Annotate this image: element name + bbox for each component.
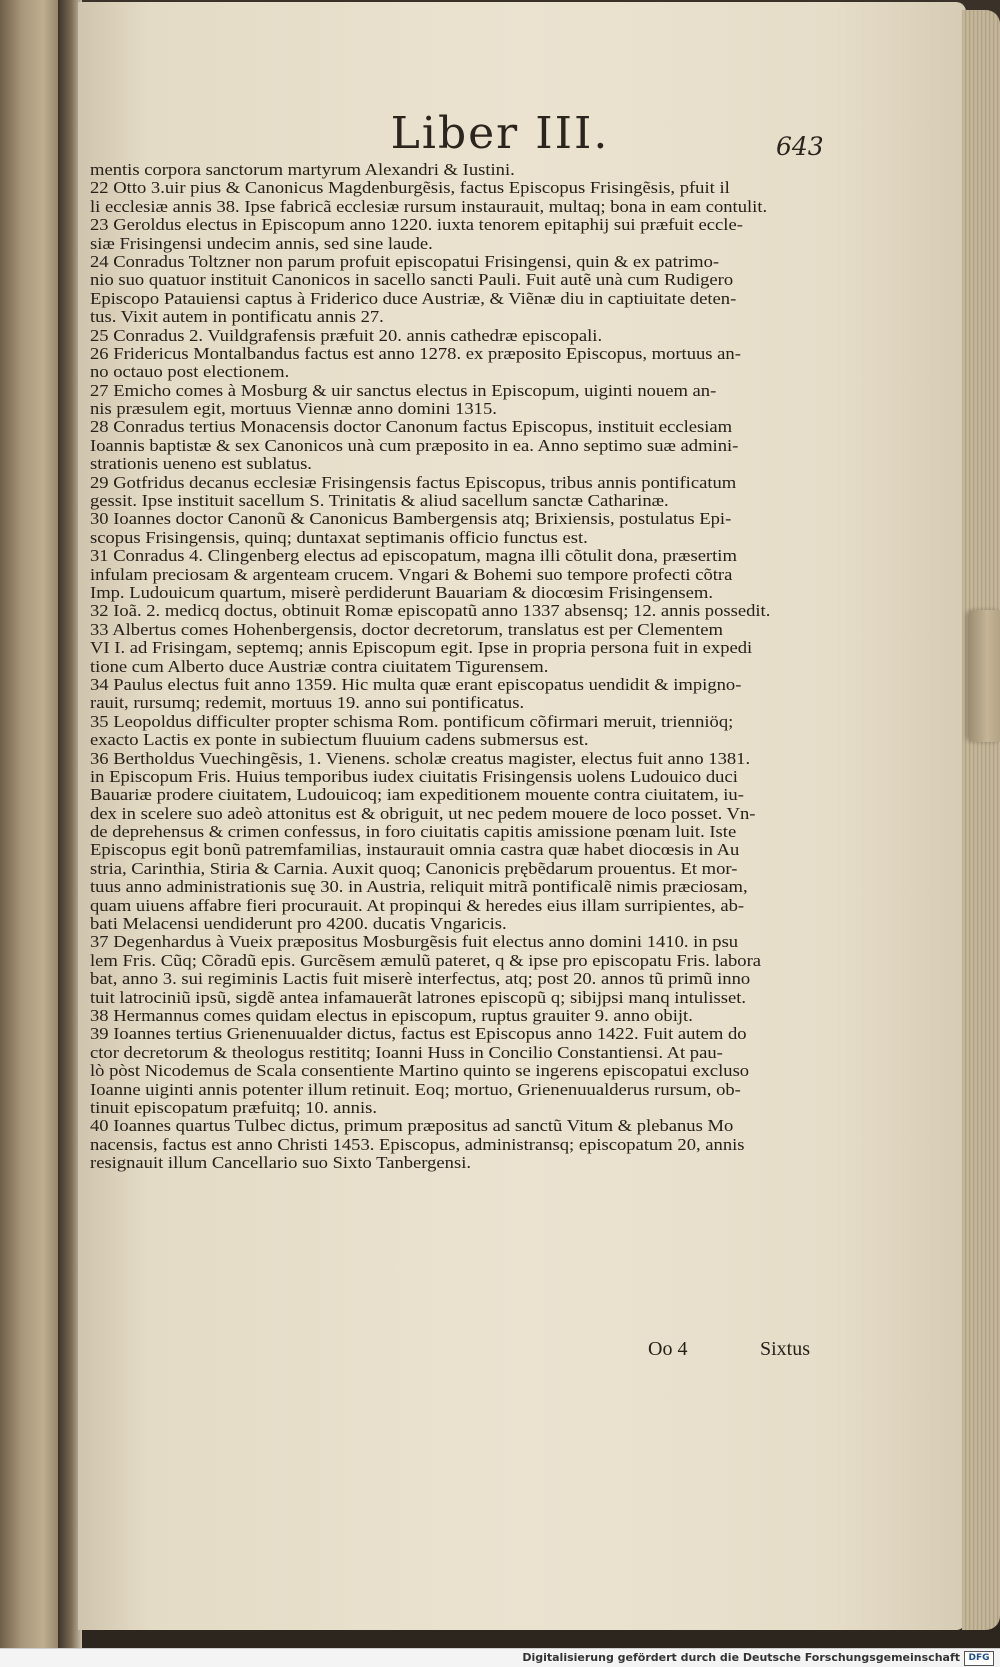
text-line: 22 Otto 3.uir pius & Canonicus Magdenburgẽsis, factus Episcopus Frisingẽsis, pfuit il bbox=[90, 178, 730, 198]
text-line: 40 Ioannes quartus Tulbec dictus, primum præpositus ad sanctũ Vitum & plebanus Mo bbox=[90, 1116, 734, 1136]
left-page-edge bbox=[0, 0, 62, 1648]
text-line: rauit, rursumq; redemit, mortuus 19. anno sui pontificatus. bbox=[90, 693, 525, 713]
text-line: infulam preciosam & argenteam crucem. Vngari & Bohemi suo tempore profecti cõtra bbox=[90, 564, 733, 584]
text-line: Imp. Ludouicum quartum, miserè perdiderunt Bauariam & diocœsim Frisingensem. bbox=[90, 582, 713, 602]
credit-text: Digitalisierung gefördert durch die Deutsche Forschungsgemeinschaft bbox=[522, 1651, 960, 1664]
text-line: Episcopus egit bonũ patremfamilias, instaurauit omnia castra quæ habet diocœsis in Au bbox=[90, 840, 740, 860]
text-line: dex in scelere suo adeò attonitus est & obriguit, ut nec pedem mouere de loco posset. Vn- bbox=[90, 803, 756, 823]
text-line: 31 Conradus 4. Clingenberg electus ad episcopatum, magna illi cõtulit dona, præsertim bbox=[90, 546, 737, 566]
text-line: scopus Frisingensis, quinq; duntaxat septimanis officio functus est. bbox=[90, 527, 588, 547]
text-line: VI I. ad Frisingam, septemq; annis Episcopum egit. Ipse in propria persona fuit in expedi bbox=[90, 638, 753, 658]
page-fore-edge bbox=[962, 10, 1000, 1630]
text-line: ctor decretorum & theologus restititq; Ioanni Huss in Concilio Constantiensi. At pau- bbox=[90, 1042, 723, 1062]
running-header-title: Liber III. bbox=[390, 108, 610, 159]
text-line: 39 Ioannes tertius Grienenuualder dictus, factus est Episcopus anno 1422. Fuit autem do bbox=[90, 1024, 747, 1044]
text-line: nacensis, factus est anno Christi 1453. Episcopus, administransq; episcopatum 20, annis bbox=[90, 1134, 745, 1154]
text-line: Bauariæ prodere ciuitatem, Ludouicoq; iam expeditionem mouente contra ciuitatem, iu- bbox=[90, 785, 744, 805]
page-number: 643 bbox=[776, 132, 824, 161]
text-line: 28 Conradus tertius Monacensis doctor Canonum factus Episcopus, instituit ecclesiam bbox=[90, 417, 733, 437]
text-line: de deprehensus & crimen confessus, in foro ciuitatis capitis amissione pœnam luit. Iste bbox=[90, 822, 737, 842]
text-line: strationis ueneno est sublatus. bbox=[90, 454, 312, 474]
text-line: 36 Bertholdus Vuechingẽsis, 1. Vienens. scholæ creatus magister, electus fuit anno 1381. bbox=[90, 748, 751, 768]
text-line: Ioannis baptistæ & sex Canonicos unà cum præposito in ea. Anno septimo suæ admini- bbox=[90, 435, 739, 455]
text-line: Ioanne uiginti annis potenter illum retinuit. Eoq; mortuo, Grienenuualderus rursum, ob- bbox=[90, 1079, 741, 1099]
text-line: tinuit episcopatum præfuitq; 10. annis. bbox=[90, 1097, 378, 1117]
text-line: stria, Carinthia, Stiria & Carnia. Auxit quoq; Canonicis prębẽdarum prouentus. Et mor- bbox=[90, 858, 738, 878]
text-line: 25 Conradus 2. Vuildgrafensis præfuit 20. annis cathedræ episcopali. bbox=[90, 325, 603, 345]
text-line: mentis corpora sanctorum martyrum Alexandri & Iustini. bbox=[90, 160, 515, 179]
text-line: bat, anno 3. sui regiminis Lactis fuit miserè interfectus, atq; post 20. annos tũ primũ inno bbox=[90, 969, 751, 989]
text-line: tuus anno administrationis suę 30. in Austria, reliquit mitrã pontificalẽ nimis præciosam, bbox=[90, 877, 748, 897]
text-line: 23 Geroldus electus in Episcopum anno 1220. iuxta tenorem epitaphij sui præfuit eccle- bbox=[90, 215, 743, 235]
text-line: exacto Lactis ex ponte in subiectum fluuium cadens submersus est. bbox=[90, 730, 589, 750]
text-line: gessit. Ipse instituit sacellum S. Trinitatis & aliud sacellum sanctæ Catharinæ. bbox=[90, 491, 669, 511]
page-tab-marker bbox=[968, 610, 1000, 742]
text-line: nio suo quatuor instituit Canonicos in sacello sancti Pauli. Fuit autẽ unà cum Rudigero bbox=[90, 270, 734, 290]
text-line: nis præsulem egit, mortuus Viennæ anno domini 1315. bbox=[90, 399, 497, 419]
text-line: 34 Paulus electus fuit anno 1359. Hic multa quæ erant episcopatus uendidit & impigno- bbox=[90, 674, 742, 694]
text-line: 35 Leopoldus difficulter propter schisma Rom. pontificum cõfirmari meruit, trienniöq; bbox=[90, 711, 734, 731]
signature-mark: Oo 4 bbox=[648, 1338, 688, 1360]
text-line: in Episcopum Fris. Huius temporibus iudex ciuitatis Frisingensis uolens Ludouico duci bbox=[90, 766, 738, 786]
dfg-logo: DFG bbox=[964, 1651, 994, 1666]
text-line: siæ Frisingensi undecim annis, sed sine laude. bbox=[90, 233, 433, 253]
catchword: Sixtus bbox=[760, 1338, 811, 1360]
text-line: tione cum Alberto duce Austriæ contra ciuitatem Tigurensem. bbox=[90, 656, 549, 676]
text-line: lem Fris. Cũq; Cõradũ epis. Gurcẽsem æmulũ pateret, q & ipse pro episcopatu Fris. labora bbox=[90, 950, 762, 970]
text-line: bati Melacensi uendiderunt pro 4200. ducatis Vngaricis. bbox=[90, 914, 507, 934]
credit-bar bbox=[0, 1648, 1000, 1667]
text-line: 29 Gotfridus decanus ecclesiæ Frisingensis factus Episcopus, tribus annis pontificatum bbox=[90, 472, 737, 492]
text-line: 37 Degenhardus à Vueix præpositus Mosburgẽsis fuit electus anno domini 1410. in psu bbox=[90, 932, 739, 952]
text-line: 38 Hermannus comes quidam electus in episcopum, ruptus grauiter 9. anno obijt. bbox=[90, 1005, 693, 1025]
text-line: lò pòst Nicodemus de Scala consentiente Martino quinto se ingerens episcopatui excluso bbox=[90, 1061, 750, 1081]
text-line: 24 Conradus Toltzner non parum profuit episcopatui Frisingensi, quin & ex patrimo- bbox=[90, 251, 720, 271]
text-line: no octauo post electionem. bbox=[90, 362, 290, 382]
text-line: tus. Vixit autem in pontificatu annis 27. bbox=[90, 307, 384, 327]
text-line: 30 Ioannes doctor Canonũ & Canonicus Bambergensis atq; Brixiensis, postulatus Epi- bbox=[90, 509, 732, 529]
text-line: 26 Fridericus Montalbandus factus est anno 1278. ex præposito Episcopus, mortuus an- bbox=[90, 343, 741, 363]
text-line: resignauit illum Cancellario suo Sixto Tanbergensi. bbox=[90, 1153, 472, 1173]
text-line: 27 Emicho comes à Mosburg & uir sanctus electus in Episcopum, uiginti nouem an- bbox=[90, 380, 717, 400]
text-line: 32 Ioã. 2. medicq doctus, obtinuit Romæ episcopatũ anno 1337 absensq; 12. annis possedit. bbox=[90, 601, 771, 621]
text-line: li ecclesiæ annis 38. Ipse fabricã ecclesiæ rursum instaurauit, multaq; bona in eam contulit. bbox=[90, 196, 768, 216]
text-line: Episcopo Patauiensi captus à Friderico duce Austriæ, & Viẽnæ diu in captiuitate deten- bbox=[90, 288, 737, 308]
text-line: 33 Albertus comes Hohenbergensis, doctor decretorum, translatus est per Clementem bbox=[90, 619, 723, 639]
text-line: tuit latrociniũ ipsũ, sigdẽ antea infamauerãt latrones episcopũ q; sibijpsi manq intulisset. bbox=[90, 987, 747, 1007]
body-text bbox=[90, 161, 908, 1172]
text-line: quam uiuens affabre fieri procurauit. At propinqui & heredes eius illam surripientes, ab- bbox=[90, 895, 745, 915]
